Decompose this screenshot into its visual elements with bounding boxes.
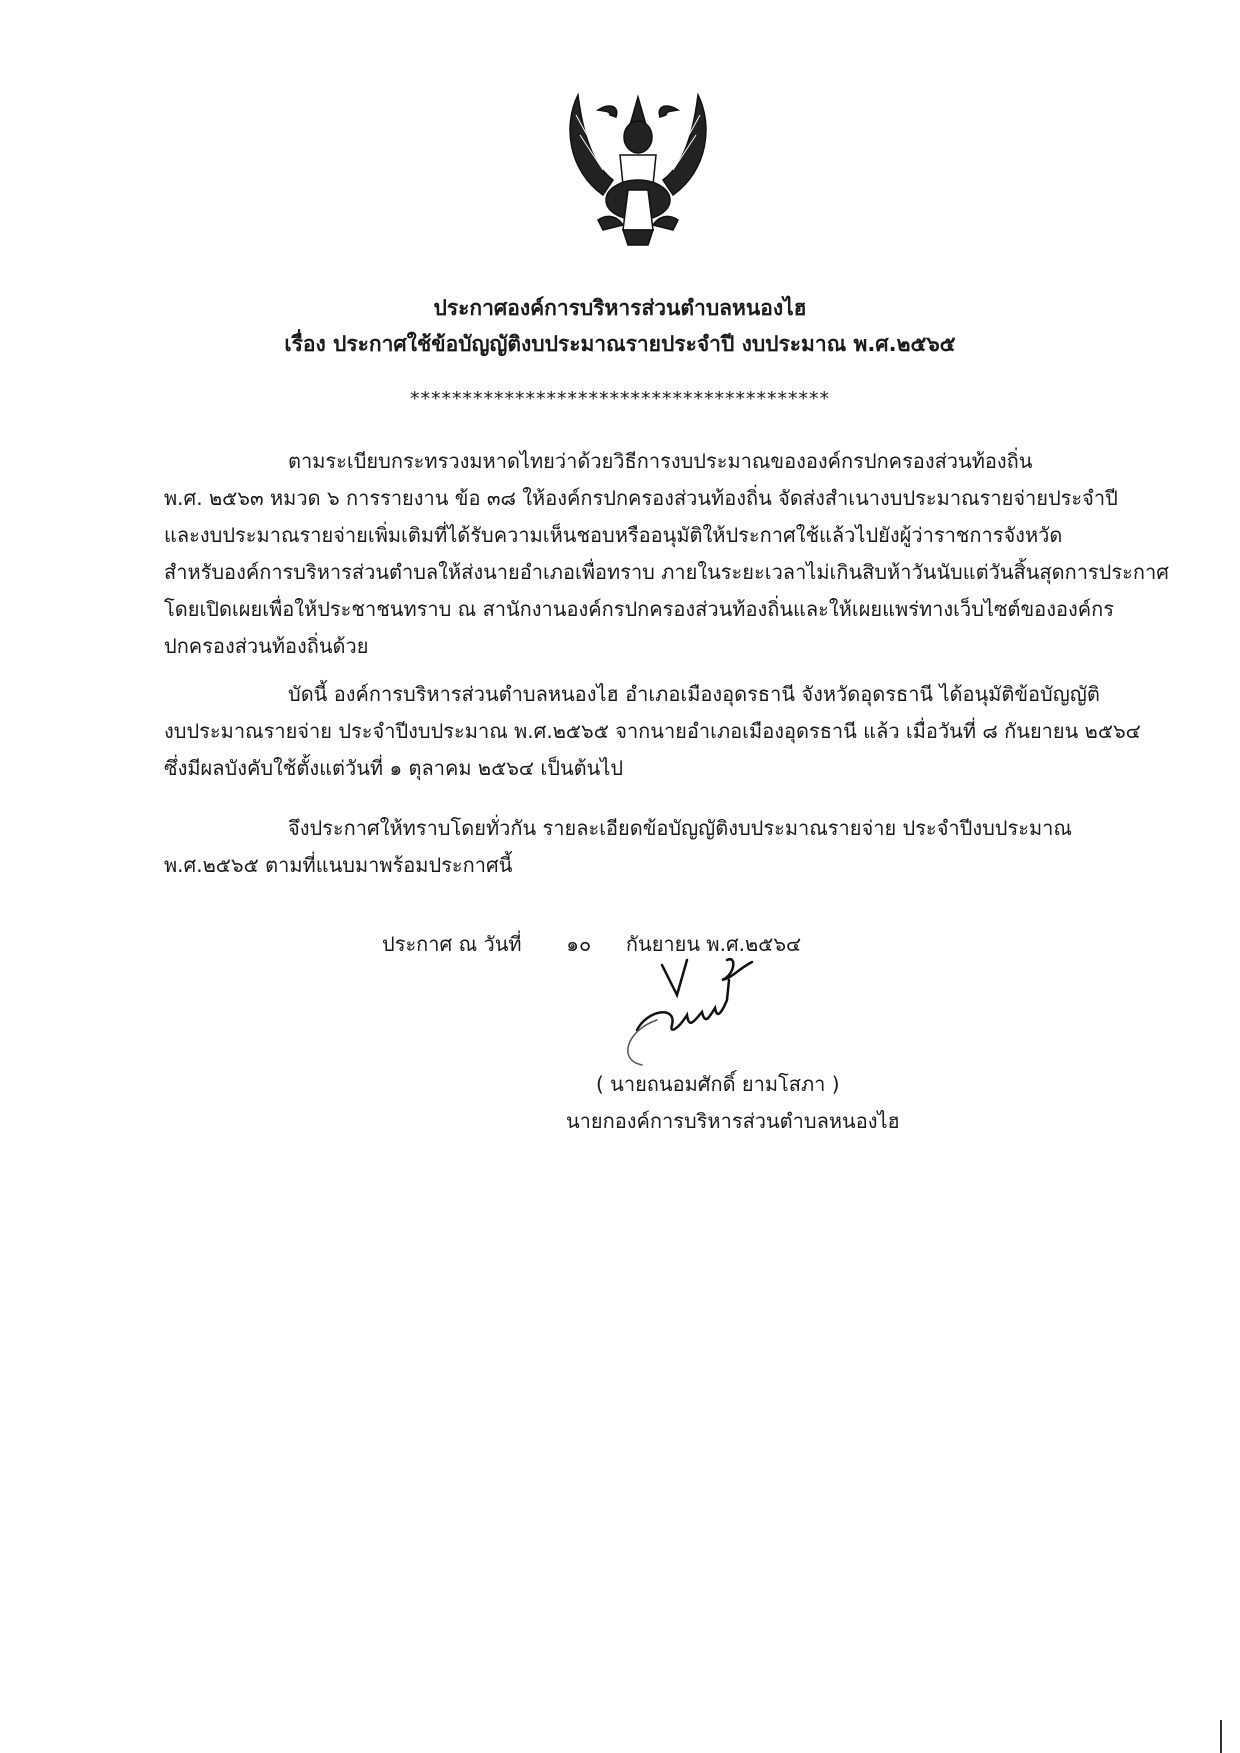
paragraph-3-line: จึงประกาศให้ทราบโดยทั่วกัน รายละเอียดข้อบัญญัติงบประมาณรายจ่าย ประจำปีงบประมาณ — [288, 816, 1072, 840]
paragraph-1-line: ตามระเบียบกระทรวงมหาดไทยว่าด้วยวิธีการงบประมาณขององค์กรปกครองส่วนท้องถิ่น — [288, 449, 1033, 473]
paragraph-1-line: โดยเปิดเผยเพื่อให้ประชาชนทราบ ณ สานักงานองค์กรปกครองส่วนท้องถิ่นและให้เผยแพร่ทางเว็บไซต์ขององค์กร — [164, 597, 1114, 621]
paragraph-2-line: ซึ่งมีผลบังคับใช้ตั้งแต่วันที่ ๑ ตุลาคม ๒๕๖๔ เป็นต้นไป — [164, 756, 624, 780]
announcement-title: ประกาศองค์การบริหารส่วนตำบลหนองไฮ — [433, 296, 807, 320]
paragraph-2-line: บัดนี้ องค์การบริหารส่วนตำบลหนองไฮ อำเภอเมืองอุดรธานี จังหวัดอุดรธานี ได้อนุมัติข้อบัญญัติ — [288, 682, 1100, 706]
paragraph-1-line: และงบประมาณรายจ่ายเพิ่มเติมที่ได้รับความเห็นชอบหรืออนุมัติให้ประกาศใช้แล้วไปยังผู้ว่าราชการจังหวัด — [164, 523, 1063, 547]
date-month-year: กันยายน พ.ศ.๒๕๖๔ — [625, 932, 802, 956]
paragraph-1-line: สำหรับองค์การบริหารส่วนตำบลให้ส่งนายอำเภอเพื่อทราบ ภายในระยะเวลาไม่เกินสิบห้าวันนับแต่วันสิ้นสุดการประกาศ — [164, 560, 1169, 584]
handwritten-signature-icon — [617, 950, 797, 1070]
signatory-name: ( นายถนอมศักดิ์ ยามโสภา ) — [596, 1072, 840, 1096]
paragraph-3-line: พ.ศ.๒๕๖๕ ตามที่แนบมาพร้อมประกาศนี้ — [164, 853, 513, 877]
page-edge-mark — [1220, 1720, 1222, 1753]
date-prefix: ประกาศ ณ วันที่ — [382, 932, 522, 956]
date-day: ๑๐ — [566, 932, 592, 956]
separator-line: **************************************** — [410, 388, 830, 410]
paragraph-2-line: งบประมาณรายจ่าย ประจำปีงบประมาณ พ.ศ.๒๕๖๕ จากนายอำเภอเมืองอุดรธานี แล้ว เมื่อวันที่ ๘ กันยายน ๒๕๖๔ — [164, 719, 1141, 743]
paragraph-1-line: ปกครองส่วนท้องถิ่นด้วย — [164, 634, 369, 658]
announcement-subject: เรื่อง ประกาศใช้ข้อบัญญัติงบประมาณรายประจำปี งบประมาณ พ.ศ.๒๕๖๕ — [284, 332, 956, 356]
paragraph-1-line: พ.ศ. ๒๕๖๓ หมวด ๖ การรายงาน ข้อ ๓๘ ให้องค์กรปกครองส่วนท้องถิ่น จัดส่งสำเนางบประมาณรายจ่ายประจำปี — [164, 486, 1118, 510]
garuda-emblem-icon — [558, 85, 718, 250]
signatory-position: นายกองค์การบริหารส่วนตำบลหนองไฮ — [566, 1109, 900, 1133]
